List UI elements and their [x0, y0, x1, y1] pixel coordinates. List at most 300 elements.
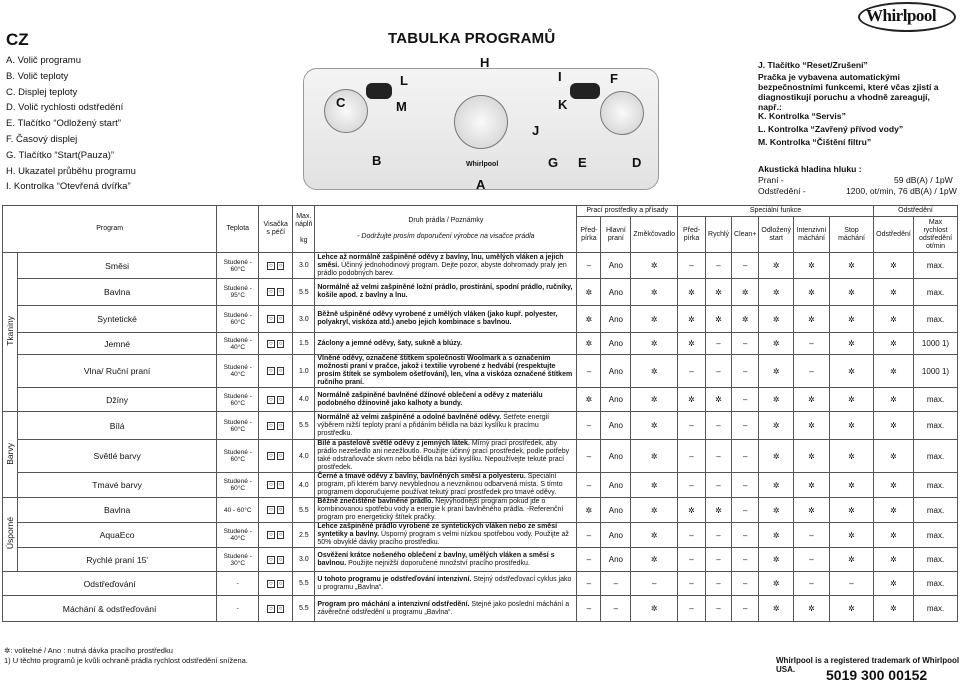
option-cell: ✲	[874, 306, 914, 333]
option-cell: –	[706, 473, 732, 498]
option-cell: –	[577, 253, 601, 279]
program-description: Osvěžení krátce nošeného oblečení z bavlny, umělých vláken a směsí s bavlnou. Použijte nejnižší doporučené množství pracího prostředku.	[315, 548, 577, 572]
care-icon: ○	[278, 316, 283, 322]
legend-j-desc: Pračka je vybavena automatickými bezpečnostními funkcemi, které včas zjistí a diagnostikují poruchu a vhodně zareagují, např.:	[758, 72, 939, 112]
care-label-icons	[259, 253, 293, 279]
option-cell: ✲	[874, 548, 914, 572]
option-cell: –	[577, 523, 601, 548]
table-row	[3, 498, 958, 523]
temp-range: Studené - 95°C	[217, 279, 259, 306]
option-cell: –	[706, 412, 732, 440]
option-cell: –	[706, 572, 732, 596]
option-cell: Ano	[601, 523, 631, 548]
option-cell: –	[706, 548, 732, 572]
option-cell: ✲	[794, 388, 830, 412]
max-load: 4.0	[293, 473, 315, 498]
option-cell: –	[706, 523, 732, 548]
option-cell: ✲	[631, 523, 678, 548]
option-cell: –	[577, 473, 601, 498]
option-cell: Ano	[601, 440, 631, 473]
th-sub: Před-pírka	[577, 217, 601, 253]
option-cell: ✲	[830, 548, 874, 572]
option-cell: max.	[914, 572, 958, 596]
temperature-knob	[324, 89, 368, 133]
option-cell: ✲	[759, 548, 794, 572]
option-cell: max.	[914, 253, 958, 279]
max-load: 5.5	[293, 279, 315, 306]
legend-item: I. Kontrolka “Otevřená dvířka”	[6, 181, 131, 193]
option-cell: ✲	[874, 253, 914, 279]
table-row	[3, 523, 958, 548]
max-load: 4.0	[293, 388, 315, 412]
th-spin: Odstředění	[874, 206, 958, 217]
option-cell: max.	[914, 473, 958, 498]
program-description: Program pro máchání a intenzivní odstředění. Stejné jako poslední máchání a závěrečné odstředění u programu „Bavlna“.	[315, 596, 577, 622]
program-description: Vlněné oděvy, označené štítkem společnosti Woolmark a s označením možnosti praní v pračce, jakož i textilie vyrobené z hedvábí (respektujte prosím štítek se symbolem ošetřování), len, vlna a viskóza označené štítkem ručního praní.	[315, 355, 577, 388]
care-icon: ○	[269, 316, 273, 322]
option-cell: –	[732, 333, 759, 355]
table-row	[3, 306, 958, 333]
option-cell: ✲	[794, 306, 830, 333]
temp-range: Studené - 40°C	[217, 523, 259, 548]
max-load: 3.0	[293, 253, 315, 279]
care-icon: ○	[278, 396, 283, 403]
care-label-icons	[259, 440, 293, 473]
option-cell: –	[678, 355, 706, 388]
option-cell: ✲	[631, 388, 678, 412]
option-cell: –	[732, 412, 759, 440]
temp-range: 40 - 60°C	[217, 498, 259, 523]
care-icon: ○	[278, 422, 283, 429]
temp-range: Studené - 40°C	[217, 333, 259, 355]
program-description: Lehce až normálně zašpiněné oděvy z bavlny, lnu, umělých vláken a jejich směsí. Účinný jednohodinový program. Dejte pozor, abyste dohromady praly jen prádlo podobných barev.	[315, 253, 577, 279]
temp-range: -	[217, 572, 259, 596]
max-load: 1.0	[293, 355, 315, 388]
care-icon: ○	[278, 556, 283, 563]
th-special: Speciální funkce	[678, 206, 874, 217]
option-cell: ✲	[830, 279, 874, 306]
footnote-optional: ✲: volitelné / Ano : nutná dávka pracího prostředku	[4, 646, 173, 655]
option-cell: ✲	[759, 498, 794, 523]
option-cell: –	[577, 355, 601, 388]
program-description: Lehce zašpiněné prádlo vyrobené ze syntetických vláken nebo ze směsí syntetiky a bavlny. Úsporný program s velmi nízkou spotřebou vody. Použijte až 50% obvyklé dávky pracího prostředku.	[315, 523, 577, 548]
option-cell: ✲	[830, 596, 874, 622]
option-cell: ✲	[631, 473, 678, 498]
option-cell: –	[732, 253, 759, 279]
option-cell: ✲	[874, 388, 914, 412]
care-icon: ○	[269, 605, 273, 612]
panel-label-f: F	[610, 71, 618, 86]
max-load: 5.5	[293, 498, 315, 523]
group-eco: Úsporné	[3, 498, 18, 572]
option-cell: –	[732, 523, 759, 548]
care-label-icons	[259, 498, 293, 523]
care-icon: ○	[278, 532, 283, 538]
option-cell: ✲	[874, 440, 914, 473]
temp-range: Studené - 60°C	[217, 473, 259, 498]
legend-item: F. Časový displej	[6, 134, 78, 145]
option-cell: ✲	[759, 306, 794, 333]
option-cell: ✲	[759, 253, 794, 279]
option-cell: ✲	[794, 498, 830, 523]
option-cell: max.	[914, 596, 958, 622]
care-icon: ○	[278, 453, 283, 459]
care-icon: ○	[269, 556, 273, 563]
option-cell: ✲	[678, 388, 706, 412]
option-cell: ✲	[759, 473, 794, 498]
th-maxload: Max. náplň kg	[293, 206, 315, 253]
option-cell: Ano	[601, 388, 631, 412]
program-description: U tohoto programu je odstřeďování intenzivní. Stejný odstřeďovací cyklus jako u programu „Bavlna“.	[315, 572, 577, 596]
panel-label-l: L	[400, 73, 408, 88]
option-cell: ✲	[830, 523, 874, 548]
panel-label-e: E	[578, 155, 587, 170]
table-row	[3, 333, 958, 355]
temp-range: Studené - 30°C	[217, 548, 259, 572]
panel-label-j: J	[532, 123, 540, 138]
legend-item: H. Ukazatel průběhu programu	[6, 165, 136, 177]
option-cell: ✲	[678, 498, 706, 523]
option-cell: ✲	[759, 572, 794, 596]
option-cell: max.	[914, 498, 958, 523]
option-cell: ✲	[631, 355, 678, 388]
program-description: Normálně zašpiněné bavlněné džínové oblečení a oděvy z materiálu podobného džínovině jako kalhoty a bundy.	[315, 388, 577, 412]
option-cell: –	[732, 548, 759, 572]
table-row	[3, 279, 958, 306]
option-cell: ✲	[794, 473, 830, 498]
option-cell: –	[678, 523, 706, 548]
option-cell: –	[706, 355, 732, 388]
noise-title: Akustická hladina hluku :	[758, 164, 862, 174]
max-load: 5.5	[293, 572, 315, 596]
option-cell: max.	[914, 388, 958, 412]
max-load: 4.0	[293, 440, 315, 473]
care-icon: ○	[278, 368, 283, 374]
option-cell: ✲	[874, 498, 914, 523]
option-cell: –	[732, 596, 759, 622]
group-colors: Barvy	[3, 412, 18, 498]
program-description: Normálně až velmi zašpiněné ložní prádlo, prostírání, spodní prádlo, ručníky, košile apod. z bavlny a lnu.	[315, 279, 577, 306]
program-description: Černé a tmavé oděvy z bavlny, bavlněných směsí a polyesteru. Speciální program, při kterém barvy nevyblednou a nevzniknou odbarvená místa. S tímto programem doporučujeme používat tekutý prací prostředek pro tmavé oděvy.	[315, 473, 577, 498]
th-sub: Hlavní praní	[601, 217, 631, 253]
th-sub: Intenzivní máchání	[794, 217, 830, 253]
table-row	[3, 253, 958, 279]
th-program: Program	[3, 206, 217, 253]
panel-brand: Whirlpool	[466, 161, 499, 168]
footnote-spin: 1) U těchto programů je kvůli ochraně prádla rychlost odstředění snížena.	[4, 656, 248, 665]
option-cell: ✲	[759, 279, 794, 306]
care-label-icons	[259, 596, 293, 622]
option-cell: –	[794, 523, 830, 548]
language-code: CZ	[6, 30, 29, 49]
option-cell: –	[577, 440, 601, 473]
option-cell: ✲	[678, 333, 706, 355]
option-cell: ✲	[830, 412, 874, 440]
document-code: 5019 300 00152	[826, 667, 928, 682]
option-cell: ✲	[631, 253, 678, 279]
option-cell: ✲	[794, 412, 830, 440]
option-cell: ✲	[706, 498, 732, 523]
noise-spin-value: 1200, ot/min, 76 dB(A) / 1pW	[846, 186, 957, 196]
option-cell: –	[678, 572, 706, 596]
legend-k: K. Kontrolka “Servis”	[758, 111, 846, 121]
care-icon: ○	[269, 262, 273, 269]
table-row	[3, 412, 958, 440]
temp-range: Studené - 60°C	[217, 306, 259, 333]
max-load: 5.5	[293, 412, 315, 440]
option-cell: ✲	[631, 498, 678, 523]
care-icon: ○	[269, 453, 273, 459]
option-cell: ✲	[577, 306, 601, 333]
spin-knob	[600, 91, 644, 135]
panel-label-k: K	[558, 97, 568, 112]
option-cell: Ano	[601, 355, 631, 388]
th-sub: Před-pírka	[678, 217, 706, 253]
legend-item: C. Displej teploty	[6, 86, 78, 98]
option-cell: –	[678, 596, 706, 622]
option-cell: ✲	[874, 473, 914, 498]
option-cell: –	[577, 548, 601, 572]
care-icon: ○	[269, 368, 273, 374]
care-icon: ○	[269, 507, 273, 513]
option-cell: ✲	[759, 596, 794, 622]
legend-item: G. Tlačítko “Start(Pauza)”	[6, 149, 115, 161]
legend-item: D. Volič rychlosti odstředění	[6, 102, 124, 114]
legend-item: B. Volič teploty	[6, 70, 69, 82]
panel-label-d: D	[632, 155, 642, 170]
panel-label-i: I	[558, 69, 562, 84]
option-cell: ✲	[874, 412, 914, 440]
noise-wash-label: Praní -	[758, 175, 784, 185]
option-cell: ✲	[759, 333, 794, 355]
option-cell: –	[577, 412, 601, 440]
care-icon: ○	[269, 289, 273, 295]
max-load: 3.0	[293, 548, 315, 572]
option-cell: ✲	[830, 473, 874, 498]
option-cell: –	[732, 572, 759, 596]
option-cell: –	[678, 440, 706, 473]
option-cell: ✲	[874, 355, 914, 388]
option-cell: ✲	[830, 253, 874, 279]
option-cell: ✲	[830, 388, 874, 412]
option-cell: ✲	[794, 440, 830, 473]
option-cell: ✲	[678, 306, 706, 333]
th-sub: Rychlý	[706, 217, 732, 253]
option-cell: –	[732, 355, 759, 388]
program-description: Záclony a jemné oděvy, šaty, sukně a blúzy.	[315, 333, 577, 355]
page-title: TABULKA PROGRAMŮ	[388, 30, 556, 47]
option-cell: Ano	[601, 412, 631, 440]
option-cell: ✲	[631, 279, 678, 306]
option-cell: –	[678, 253, 706, 279]
program-description: Běžně znečištěné bavlněné prádlo. Nejvýhodnější program pokud jde o kombinovanou spotřebu vody a energie k praní bavlněného prádla. -Referenční program pro energetický štítek pračky.	[315, 498, 577, 523]
option-cell: ✲	[577, 333, 601, 355]
option-cell: ✲	[759, 440, 794, 473]
program-knob	[454, 95, 508, 149]
option-cell: ✲	[759, 412, 794, 440]
option-cell: ✲	[631, 412, 678, 440]
th-sub: Změkčovadlo	[631, 217, 678, 253]
option-cell: max.	[914, 440, 958, 473]
time-display	[570, 83, 600, 99]
table-row	[3, 572, 958, 596]
option-cell: –	[732, 388, 759, 412]
option-cell: –	[732, 498, 759, 523]
option-cell: ✲	[830, 355, 874, 388]
option-cell: Ano	[601, 333, 631, 355]
temp-range: Studené - 40°C	[217, 355, 259, 388]
panel-label-c: C	[336, 95, 346, 110]
th-sub: Clean+	[732, 217, 759, 253]
option-cell: ✲	[732, 306, 759, 333]
temp-range: Studené - 60°C	[217, 412, 259, 440]
option-cell: –	[678, 473, 706, 498]
program-description: Běžně ušpiněné oděvy vyrobené z umělých vláken (jako kupř. polyester, polyakryl, viskóza atd.) anebo jejich kombinace s bavlnou.	[315, 306, 577, 333]
option-cell: –	[631, 572, 678, 596]
option-cell: ✲	[706, 279, 732, 306]
noise-wash-value: 59 dB(A) / 1pW	[894, 175, 953, 185]
option-cell: ✲	[732, 279, 759, 306]
care-icon: ○	[269, 532, 273, 538]
th-sub: Odstředění	[874, 217, 914, 253]
option-cell: ✲	[706, 306, 732, 333]
option-cell: ✲	[577, 388, 601, 412]
program-name: Vlna/ Ruční praní	[18, 355, 217, 388]
program-name: Světlé barvy	[18, 440, 217, 473]
option-cell: ✲	[577, 279, 601, 306]
care-icon: ○	[269, 340, 273, 347]
max-load: 5.5	[293, 596, 315, 622]
table-row	[3, 548, 958, 572]
legend-m: M. Kontrolka “Čištění filtru”	[758, 137, 872, 147]
program-name: Máchání & odstřeďování	[3, 596, 217, 622]
table-row	[3, 355, 958, 388]
temp-range: Studené - 60°C	[217, 253, 259, 279]
care-icon: ○	[278, 482, 283, 488]
program-description: Bílé a pastelově světlé oděvy z jemných látek. Mírný prací prostředek, aby prádlo nezešedlo ani nezežloutlo. Použijte účinný prací prostředek, podle potřeby také odstraňovače skvrn nebo bělidla na bázi kyslíku. Nepoužívejte tekuté prací prostředek.	[315, 440, 577, 473]
option-cell: 1000 1)	[914, 333, 958, 355]
care-label-icons	[259, 523, 293, 548]
option-cell: Ano	[601, 279, 631, 306]
care-label-icons	[259, 355, 293, 388]
option-cell: ✲	[874, 523, 914, 548]
option-cell: Ano	[601, 548, 631, 572]
option-cell: ✲	[631, 548, 678, 572]
care-label-icons	[259, 388, 293, 412]
option-cell: Ano	[601, 306, 631, 333]
care-label-icons	[259, 473, 293, 498]
table-row	[3, 388, 958, 412]
option-cell: –	[601, 596, 631, 622]
care-icon: ○	[269, 422, 273, 429]
option-cell: –	[794, 333, 830, 355]
option-cell: max.	[914, 412, 958, 440]
option-cell: –	[601, 572, 631, 596]
temp-range: Studené - 60°C	[217, 440, 259, 473]
program-description: Normálně až velmi zašpiněné a odolné bavlněné oděvy. Šetřete energií výběrem nižší teploty praní a přidáním bělidla na bázi kyslíku k pracímu prostředku.	[315, 412, 577, 440]
care-label-icons	[259, 279, 293, 306]
legend-item: E. Tlačítko “Odložený start”	[6, 118, 121, 130]
legend-item: A. Volič programu	[6, 55, 81, 66]
option-cell: –	[794, 572, 830, 596]
whirlpool-logo: Whirlpool	[858, 2, 956, 32]
table-row	[3, 440, 958, 473]
option-cell: 1000 1)	[914, 355, 958, 388]
program-name: Syntetické	[18, 306, 217, 333]
panel-label-m: M	[396, 99, 407, 114]
program-name: Bavlna	[18, 498, 217, 523]
care-icon: ○	[278, 340, 283, 347]
program-name: Odstřeďování	[3, 572, 217, 596]
legend-j: J. Tlačítko “Reset/Zrušení”	[758, 60, 868, 70]
panel-label-a: A	[476, 177, 486, 192]
temp-range: Studené - 60°C	[217, 388, 259, 412]
care-icon: ○	[278, 580, 283, 587]
option-cell: ✲	[874, 279, 914, 306]
program-name: Rychlé praní 15'	[18, 548, 217, 572]
option-cell: ✲	[759, 355, 794, 388]
option-cell: –	[830, 572, 874, 596]
table-row	[3, 473, 958, 498]
option-cell: max.	[914, 548, 958, 572]
care-icon: ○	[269, 580, 273, 587]
group-textiles: Tkaniny	[3, 253, 18, 412]
option-cell: ✲	[794, 253, 830, 279]
table-row	[3, 596, 958, 622]
option-cell: –	[678, 412, 706, 440]
care-label-icons	[259, 572, 293, 596]
care-icon: ○	[278, 605, 283, 612]
option-cell: ✲	[577, 498, 601, 523]
program-name: Směsi	[18, 253, 217, 279]
option-cell: ✲	[706, 388, 732, 412]
noise-spin-label: Odstředění -	[758, 186, 806, 196]
option-cell: ✲	[631, 306, 678, 333]
care-label-icons	[259, 548, 293, 572]
th-care-label: Visačka s péčí	[259, 206, 293, 253]
care-icon: ○	[269, 482, 273, 488]
th-sub: Odložený start	[759, 217, 794, 253]
option-cell: ✲	[830, 333, 874, 355]
panel-label-h: H	[480, 55, 490, 70]
control-panel-diagram	[303, 55, 659, 192]
th-type: Druh prádla / Poznámky - Dodržujte prosím doporučení výrobce na visačce prádla	[315, 206, 577, 253]
program-name: Tmavé barvy	[18, 473, 217, 498]
option-cell: –	[732, 440, 759, 473]
care-label-icons	[259, 306, 293, 333]
option-cell: ✲	[678, 279, 706, 306]
th-sub: Stop máchání	[830, 217, 874, 253]
option-cell: ✲	[794, 596, 830, 622]
option-cell: –	[577, 596, 601, 622]
max-load: 1.5	[293, 333, 315, 355]
care-icon: ○	[278, 507, 283, 513]
option-cell: –	[577, 572, 601, 596]
option-cell: ✲	[874, 572, 914, 596]
legend-l: L. Kontrolka “Zavřený přívod vody”	[758, 124, 904, 134]
option-cell: ✲	[874, 596, 914, 622]
option-cell: ✲	[759, 523, 794, 548]
option-cell: ✲	[631, 333, 678, 355]
option-cell: ✲	[830, 498, 874, 523]
option-cell: max.	[914, 306, 958, 333]
th-sub: Max rychlost odstředění ot/min	[914, 217, 958, 253]
option-cell: –	[794, 548, 830, 572]
option-cell: –	[732, 473, 759, 498]
option-cell: –	[706, 440, 732, 473]
max-load: 2.5	[293, 523, 315, 548]
option-cell: ✲	[830, 440, 874, 473]
